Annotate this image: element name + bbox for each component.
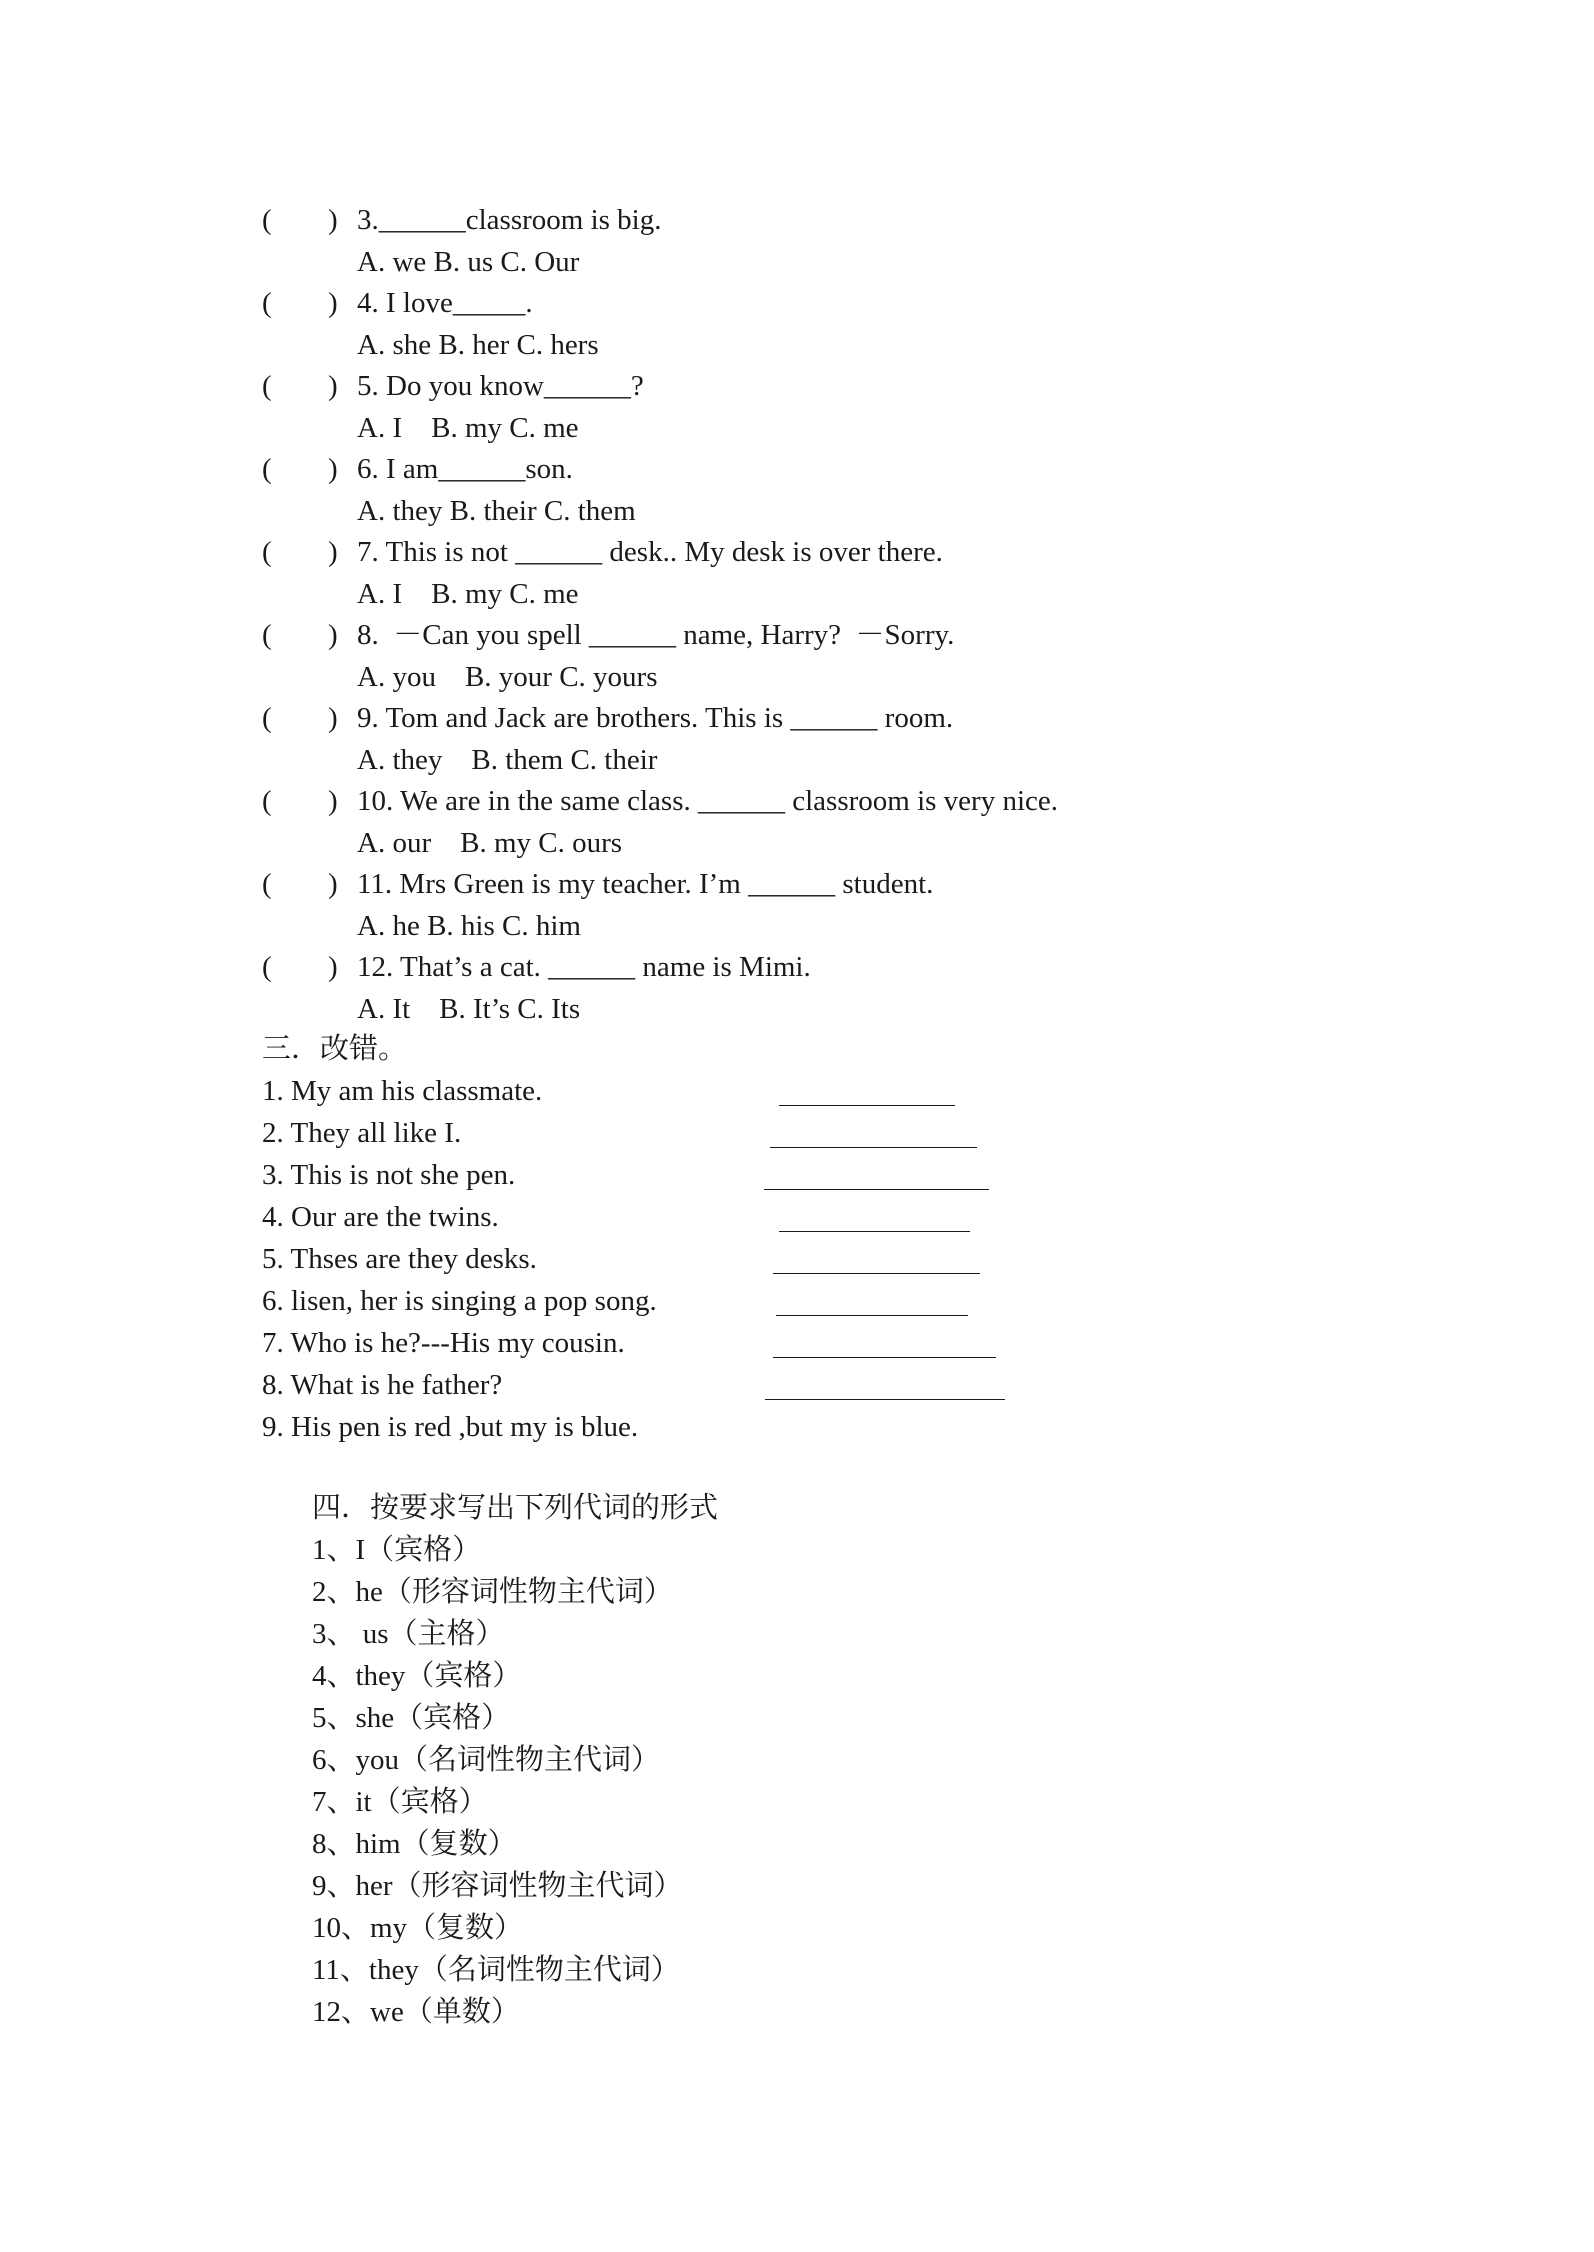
answer-paren-left: ( [262,951,272,983]
answer-blank[interactable] [764,1189,989,1190]
answer-blank[interactable] [765,1399,1005,1400]
section-heading: 三．改错。 [262,1033,408,1065]
correction-item-1: 1. My am his classmate. [262,1075,543,1107]
answer-paren-right: ) [328,287,338,319]
answer-blank[interactable] [779,1231,970,1232]
answer-paren-right: ) [328,619,338,651]
question-7: 7. This is not ______ desk.. My desk is over there. [357,536,943,568]
correction-item-8: 8. What is he father? [262,1369,503,1401]
question-3: 3.______classroom is big. [357,204,662,236]
pronoun-item-12: 12、we（单数） [312,1996,520,2028]
pronoun-item-10: 10、my（复数） [312,1912,524,1944]
pronoun-item-6: 6、you（名词性物主代词） [312,1744,661,1776]
answer-paren-right: ) [328,785,338,817]
answer-paren-left: ( [262,868,272,900]
answer-paren-right: ) [328,868,338,900]
pronoun-item-5: 5、she（宾格） [312,1702,511,1734]
answer-paren-right: ) [328,453,338,485]
options-5: A. I B. my C. me [357,412,579,444]
answer-paren-left: ( [262,619,272,651]
options-6: A. they B. their C. them [357,495,636,527]
answer-paren-left: ( [262,370,272,402]
question-5: 5. Do you know______? [357,370,644,402]
answer-paren-right: ) [328,702,338,734]
answer-paren-right: ) [328,536,338,568]
answer-blank[interactable] [773,1357,996,1358]
correction-item-6: 6. lisen, her is singing a pop song. [262,1285,657,1317]
question-11: 11. Mrs Green is my teacher. I’m ______ student. [357,868,934,900]
pronoun-item-8: 8、him（复数） [312,1828,517,1860]
pronoun-item-2: 2、he（形容词性物主代词） [312,1576,673,1608]
question-9: 9. Tom and Jack are brothers. This is ______ room. [357,702,954,734]
options-10: A. our B. my C. ours [357,827,623,859]
options-3: A. we B. us C. Our [357,246,580,278]
options-9: A. they B. them C. their [357,744,658,776]
correction-item-3: 3. This is not she pen. [262,1159,516,1191]
answer-paren-left: ( [262,453,272,485]
answer-paren-left: ( [262,785,272,817]
pronoun-item-7: 7、it（宾格） [312,1786,488,1818]
answer-paren-left: ( [262,702,272,734]
answer-blank[interactable] [776,1315,968,1316]
section-heading: 四．按要求写出下列代词的形式 [312,1492,719,1524]
pronoun-item-11: 11、they（名词性物主代词） [312,1954,680,1986]
correction-item-5: 5. Thses are they desks. [262,1243,537,1275]
answer-paren-right: ) [328,204,338,236]
options-12: A. It B. It’s C. Its [357,993,581,1025]
pronoun-item-9: 9、her（形容词性物主代词） [312,1870,683,1902]
answer-paren-left: ( [262,536,272,568]
options-8: A. you B. your C. yours [357,661,658,693]
options-11: A. he B. his C. him [357,910,581,942]
question-4: 4. I love_____. [357,287,533,319]
pronoun-item-3: 3、 us（主格） [312,1618,505,1650]
question-12: 12. That’s a cat. ______ name is Mimi. [357,951,811,983]
correction-item-9: 9. His pen is red ,but my is blue. [262,1411,639,1443]
options-7: A. I B. my C. me [357,578,579,610]
answer-blank[interactable] [779,1105,955,1106]
pronoun-item-1: 1、I（宾格） [312,1534,482,1566]
pronoun-item-4: 4、they（宾格） [312,1660,522,1692]
answer-blank[interactable] [770,1147,977,1148]
correction-item-7: 7. Who is he?---His my cousin. [262,1327,625,1359]
answer-paren-right: ) [328,370,338,402]
answer-blank[interactable] [773,1273,980,1274]
answer-paren-left: ( [262,287,272,319]
question-6: 6. I am______son. [357,453,573,485]
options-4: A. she B. her C. hers [357,329,599,361]
correction-item-4: 4. Our are the twins. [262,1201,499,1233]
question-8: 8. －Can you spell ______ name, Harry? －Sorry. [357,619,955,651]
question-10: 10. We are in the same class. ______ classroom is very nice. [357,785,1058,817]
answer-paren-left: ( [262,204,272,236]
correction-item-2: 2. They all like I. [262,1117,462,1149]
answer-paren-right: ) [328,951,338,983]
